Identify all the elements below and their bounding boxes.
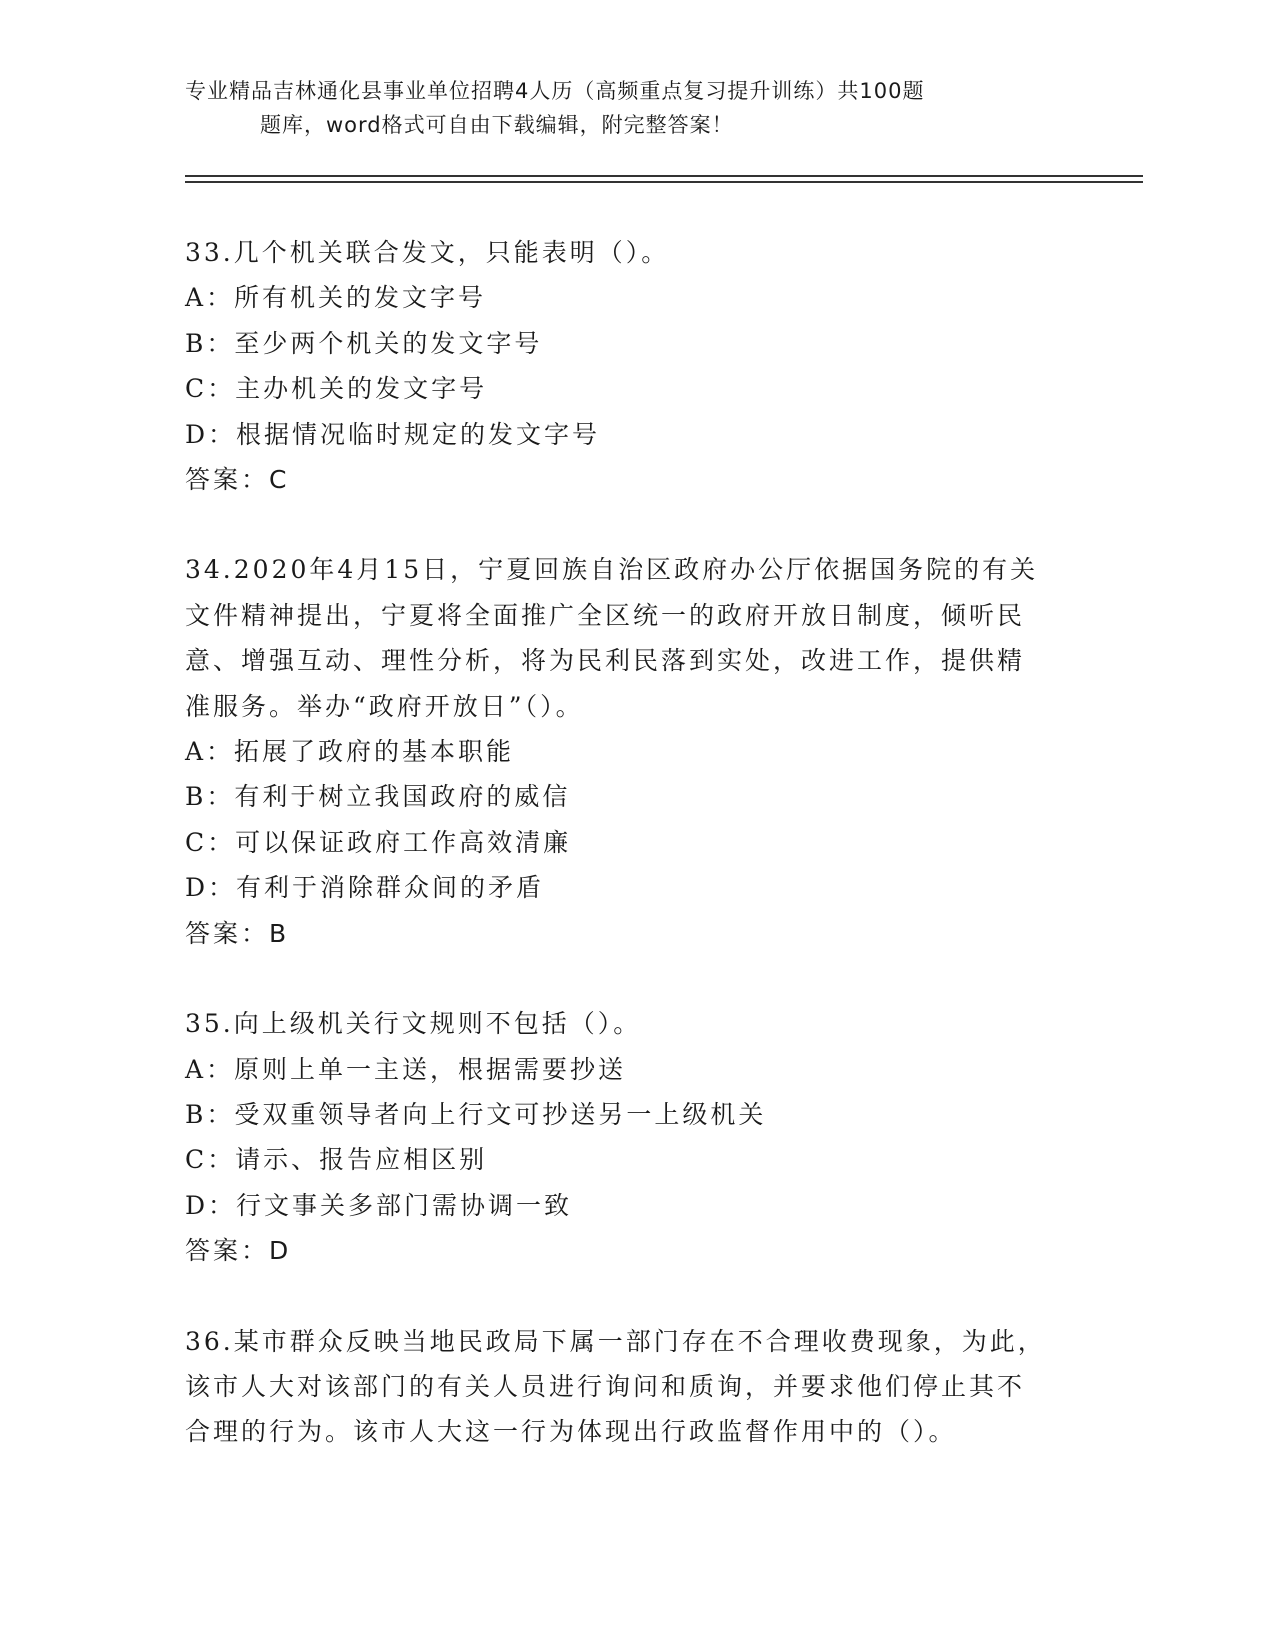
question-34 — [185, 547, 1065, 956]
header-title-line-1: 专业精品吉林通化县事业单位招聘4人历（高频重点复习提升训练）共100题 — [185, 79, 925, 103]
option-d: D：行文事关多部门需协调一致 — [185, 1190, 573, 1220]
document-header — [185, 74, 1065, 142]
question-stem: 36.某市群众反映当地民政局下属一部门存在不合理收费现象，为此， — [185, 1326, 1046, 1356]
option-b: B：至少两个机关的发文字号 — [185, 328, 543, 358]
question-36 — [185, 1319, 1065, 1455]
answer: 答案：B — [185, 918, 290, 948]
option-d: D：根据情况临时规定的发文字号 — [185, 419, 601, 449]
option-c: C：可以保证政府工作高效清廉 — [185, 827, 572, 857]
option-a: A：原则上单一主送，根据需要抄送 — [185, 1054, 627, 1084]
question-stem: 35.向上级机关行文规则不包括（）。 — [185, 1009, 642, 1039]
option-d: D：有利于消除群众间的矛盾 — [185, 873, 545, 903]
question-stem: 意、增强互动、理性分析，将为民利民落到实处，改进工作，提供精 — [185, 646, 1026, 676]
option-c: C：主办机关的发文字号 — [185, 374, 488, 404]
question-stem: 34.2020年4月15日，宁夏回族自治区政府办公厅依据国务院的有关 — [185, 555, 1039, 585]
header-divider-top — [185, 175, 1143, 177]
question-35 — [185, 1001, 1065, 1273]
question-33 — [185, 230, 1065, 502]
option-b: B：受双重领导者向上行文可抄送另一上级机关 — [185, 1099, 767, 1129]
header-title-line-2: 题库，word格式可自由下载编辑，附完整答案！ — [260, 113, 734, 137]
question-stem: 该市人大对该部门的有关人员进行询问和质询，并要求他们停止其不 — [185, 1371, 1026, 1401]
option-a: A：拓展了政府的基本职能 — [185, 737, 515, 767]
header-divider-bottom — [185, 181, 1143, 183]
question-stem: 文件精神提出，宁夏将全面推广全区统一的政府开放日制度，倾听民 — [185, 600, 1026, 630]
question-list — [185, 230, 1065, 1500]
option-b: B：有利于树立我国政府的威信 — [185, 782, 571, 812]
answer: 答案：D — [185, 1236, 292, 1266]
option-a: A：所有机关的发文字号 — [185, 283, 487, 313]
answer: 答案：C — [185, 465, 290, 495]
question-stem: 准服务。举办“政府开放日”（）。 — [185, 691, 584, 721]
question-stem: 合理的行为。该市人大这一行为体现出行政监督作用中的（）。 — [185, 1417, 957, 1447]
option-c: C：请示、报告应相区别 — [185, 1145, 488, 1175]
question-stem: 33.几个机关联合发文，只能表明（）。 — [185, 238, 670, 267]
